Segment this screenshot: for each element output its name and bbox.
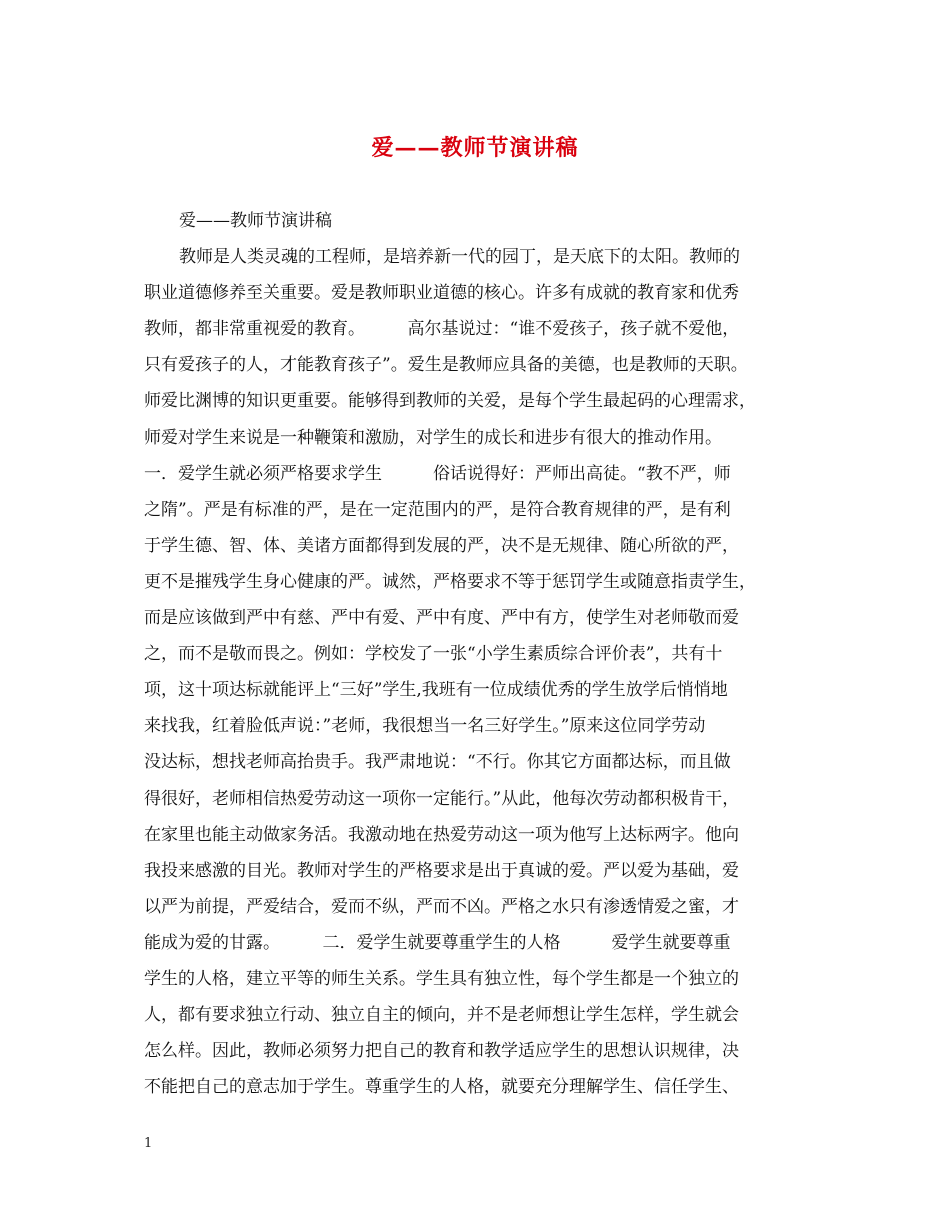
text-line: 能成为爱的甘露。 二．爱学生就要尊重学生的人格 爱学生就要尊重: [144, 932, 731, 953]
page-number: 1: [144, 1136, 153, 1151]
text-line: 学生的人格，建立平等的师生关系。学生具有独立性，每个学生都是一个独立的: [144, 968, 739, 989]
text-line: 更不是摧残学生身心健康的严。诚然，严格要求不等于惩罚学生或随意指责学生，: [144, 571, 756, 592]
text-line: 人，都有要求独立行动、独立自主的倾向，并不是老师想让学生怎样，学生就会: [144, 1005, 739, 1026]
text-line: 不能把自己的意志加于学生。尊重学生的人格，就要充分理解学生、信任学生、: [144, 1077, 739, 1098]
text-line: 没达标，想找老师高抬贵手。我严肃地说：“不行。你其它方面都达标，而且做: [144, 752, 731, 773]
text-line: 只有爱孩子的人，才能教育孩子”。爱生是教师应具备的美德，也是教师的天职。: [144, 355, 748, 376]
text-line: 职业道德修养至关重要。爱是教师职业道德的核心。许多有成就的教育家和优秀: [144, 283, 739, 304]
text-line: 一．爱学生就必须严格要求学生 俗话说得好：严师出高徒。“教不严，师: [144, 463, 731, 484]
text-line: 项，这十项达标就能评上“三好”学生,我班有一位成绩优秀的学生放学后悄悄地: [144, 680, 728, 701]
document-body: [144, 203, 824, 1105]
text-line: 在家里也能主动做家务活。我激动地在热爱劳动这一项为他写上达标两字。他向: [144, 824, 739, 845]
text-line: 教师是人类灵魂的工程师，是培养新一代的园丁，是天底下的太阳。教师的: [179, 247, 740, 268]
document-title: 爱——教师节演讲稿: [371, 135, 579, 161]
text-line: 教师，都非常重视爱的教育。 高尔基说过：“谁不爱孩子，孩子就不爱他，: [144, 319, 740, 340]
text-line: 我投来感激的目光。教师对学生的严格要求是出于真诚的爱。严以爱为基础，爱: [144, 860, 739, 881]
text-line: 师爱对学生来说是一种鞭策和激励，对学生的成长和进步有很大的推动作用。: [144, 427, 722, 448]
text-line: 来找我，红着脸低声说：”老师，我很想当一名三好学生。”原来这位同学劳动: [144, 716, 706, 737]
text-line: 得很好，老师相信热爱劳动这一项你一定能行。”从此，他每次劳动都积极肯干，: [144, 788, 740, 809]
text-line: 而是应该做到严中有慈、严中有爱、严中有度、严中有方，使学生对老师敬而爱: [144, 608, 739, 629]
text-line: 以严为前提，严爱结合，爱而不纵，严而不凶。严格之水只有渗透情爱之蜜，才: [144, 896, 739, 917]
text-line: 之，而不是敬而畏之。例如：学校发了一张“小学生素质综合评价表”，共有十: [144, 644, 723, 665]
text-line: 之隋”。严是有标准的严，是在一定范围内的严，是符合教育规律的严，是有利: [144, 499, 731, 520]
text-line: 怎么样。因此，教师必须努力把自己的教育和教学适应学生的思想认识规律，决: [144, 1041, 739, 1062]
text-line: 于学生德、智、体、美诸方面都得到发展的严，决不是无规律、随心所欲的严，: [144, 535, 739, 556]
text-line: 爱——教师节演讲稿: [179, 211, 332, 231]
text-line: 师爱比渊博的知识更重要。能够得到教师的关爱，是每个学生最起码的心理需求，: [144, 391, 756, 412]
